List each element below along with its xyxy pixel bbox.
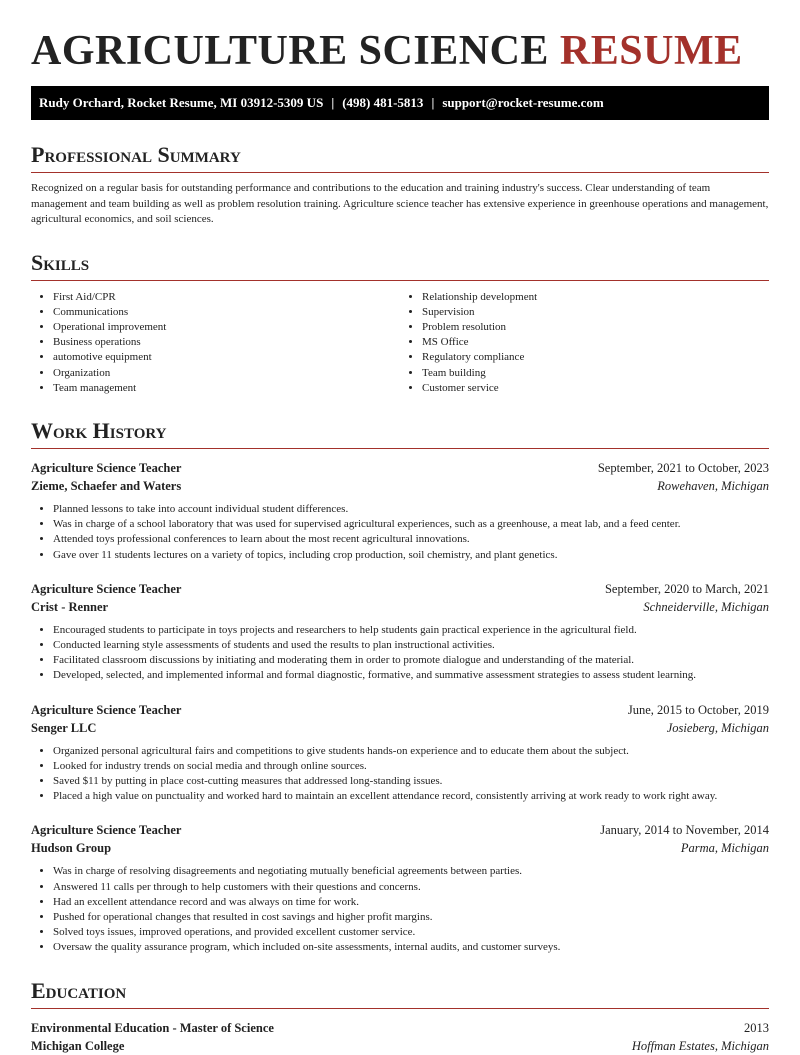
- job-title: Agriculture Science Teacher: [31, 460, 182, 475]
- work-history-list: [31, 459, 769, 956]
- job-bullet: • Conducted learning style assessments of students and used the results to plan instructional activities.: [53, 638, 769, 653]
- title-main: AGRICULTURE SCIENCE: [31, 28, 549, 74]
- job-bullet: • Pushed for operational changes that resulted in cost savings and higher profit margins.: [53, 910, 769, 925]
- job-company: Senger LLC: [31, 720, 97, 735]
- job-location: Josieberg, Michigan: [666, 720, 769, 735]
- education-heading: Education: [31, 978, 769, 1009]
- job-entry: [31, 459, 769, 563]
- skills-column-right: [400, 290, 769, 396]
- skill-item: • Team management: [53, 381, 400, 396]
- job-location: Schneiderville, Michigan: [643, 599, 769, 614]
- skill-item: • Relationship development: [422, 290, 769, 305]
- education-entry: [31, 1019, 769, 1055]
- education-degree: Environmental Education - Master of Science: [31, 1020, 274, 1035]
- job-bullet: • Had an excellent attendance record and was always on time for work.: [53, 895, 769, 910]
- job-bullets: [31, 744, 769, 805]
- job-entry: [31, 580, 769, 684]
- contact-email[interactable]: support@rocket-resume.com: [442, 95, 604, 110]
- job-bullet: • Facilitated classroom discussions by initiating and moderating them in order to promote dialogue and understanding of the material.: [53, 653, 769, 668]
- job-title: Agriculture Science Teacher: [31, 702, 182, 717]
- contact-separator: |: [431, 95, 435, 110]
- contact-address: Rudy Orchard, Rocket Resume, MI 03912-5309 US: [39, 95, 324, 110]
- job-bullet: • Gave over 11 students lectures on a variety of topics, including crop production, soil chemistry, and plant genetics.: [53, 548, 769, 563]
- title-accent: RESUME: [559, 28, 743, 74]
- skill-item: • Regulatory compliance: [422, 350, 769, 365]
- job-bullet: • Saved $11 by putting in place cost-cutting measures that addressed long-standing issues.: [53, 774, 769, 789]
- contact-separator: |: [331, 95, 335, 110]
- job-bullet: • Developed, selected, and implemented informal and formal diagnostic, formative, and summative assessment strategies to assess student learning.: [53, 668, 769, 683]
- job-entry: [31, 701, 769, 805]
- skill-item: • Customer service: [422, 381, 769, 396]
- skill-item: • Organization: [53, 366, 400, 381]
- job-bullet: • Organized personal agricultural fairs and competitions to give students hands-on experience and to educate them about the subject.: [53, 744, 769, 759]
- skill-item: • Communications: [53, 305, 400, 320]
- job-title-row: [31, 821, 769, 839]
- contact-bar: [31, 86, 769, 120]
- job-bullet: • Placed a high value on punctuality and worked hard to maintain an excellent attendance record, consistently arriving at work ready to work right away.: [53, 789, 769, 804]
- education-school: Michigan College: [31, 1038, 125, 1053]
- education-year: 2013: [744, 1020, 769, 1035]
- resume-title: [31, 0, 769, 86]
- job-bullet: • Planned lessons to take into account individual student differences.: [53, 502, 769, 517]
- skill-item: • Operational improvement: [53, 320, 400, 335]
- job-title-row: [31, 701, 769, 719]
- job-title-row: [31, 580, 769, 598]
- job-title: Agriculture Science Teacher: [31, 823, 182, 838]
- job-location: Parma, Michigan: [680, 841, 769, 856]
- job-bullet: • Answered 11 calls per through to help customers with their questions and concerns.: [53, 880, 769, 895]
- summary-text: Recognized on a regular basis for outstanding performance and contributions to the education and training industry's success. Clear understanding of team management and team building as well as problem resolution training. Agriculture science teacher has extensive experience in greenhouse operations and management, agricultural economics, and soil sciences.: [31, 182, 769, 225]
- job-bullet: • Looked for industry trends on social media and through online sources.: [53, 759, 769, 774]
- job-location: Rowehaven, Michigan: [657, 478, 769, 493]
- job-bullets: [31, 623, 769, 684]
- skill-item: • Business operations: [53, 335, 400, 350]
- job-company-row: [31, 839, 769, 857]
- job-company-row: [31, 598, 769, 616]
- skill-item: • automotive equipment: [53, 350, 400, 365]
- job-dates: January, 2014 to November, 2014: [600, 823, 769, 838]
- work-history-heading: Work History: [31, 418, 769, 449]
- job-company: Crist - Renner: [31, 599, 109, 614]
- job-bullet: • Solved toys issues, improved operations, and provided excellent customer service.: [53, 925, 769, 940]
- job-bullet: • Oversaw the quality assurance program, which included on-site assessments, internal audits, and customer surveys.: [53, 940, 769, 955]
- job-bullet: • Was in charge of a school laboratory that was used for supervised agricultural experiences, such as a greenhouse, a meat lab, and a feed center.: [53, 517, 769, 532]
- summary-heading: Professional Summary: [31, 142, 769, 173]
- skill-item: • Team building: [422, 366, 769, 381]
- job-bullets: [31, 502, 769, 563]
- job-title: Agriculture Science Teacher: [31, 581, 182, 596]
- job-dates: September, 2020 to March, 2021: [604, 581, 769, 596]
- skill-item: • Supervision: [422, 305, 769, 320]
- job-company: Hudson Group: [31, 841, 112, 856]
- job-bullet: • Was in charge of resolving disagreements and negotiating mutually beneficial agreements between parties.: [53, 864, 769, 879]
- job-dates: June, 2015 to October, 2019: [627, 702, 769, 717]
- skills-heading: Skills: [31, 250, 769, 281]
- job-dates: September, 2021 to October, 2023: [597, 460, 769, 475]
- education-location: Hoffman Estates, Michigan: [631, 1038, 769, 1053]
- job-company-row: [31, 477, 769, 495]
- skill-item: • MS Office: [422, 335, 769, 350]
- job-company: Zieme, Schaefer and Waters: [31, 478, 182, 493]
- job-entry: [31, 821, 769, 955]
- job-title-row: [31, 459, 769, 477]
- skill-item: • First Aid/CPR: [53, 290, 400, 305]
- job-bullet: • Attended toys professional conferences to learn about the most recent agricultural innovations.: [53, 532, 769, 547]
- job-bullet: • Encouraged students to participate in toys projects and researchers to help students gain practical experience in the agricultural field.: [53, 623, 769, 638]
- job-bullets: [31, 864, 769, 955]
- skill-item: • Problem resolution: [422, 320, 769, 335]
- skills-list: [31, 290, 769, 396]
- contact-phone: (498) 481-5813: [342, 95, 424, 110]
- skills-column-left: [31, 290, 400, 396]
- job-company-row: [31, 719, 769, 737]
